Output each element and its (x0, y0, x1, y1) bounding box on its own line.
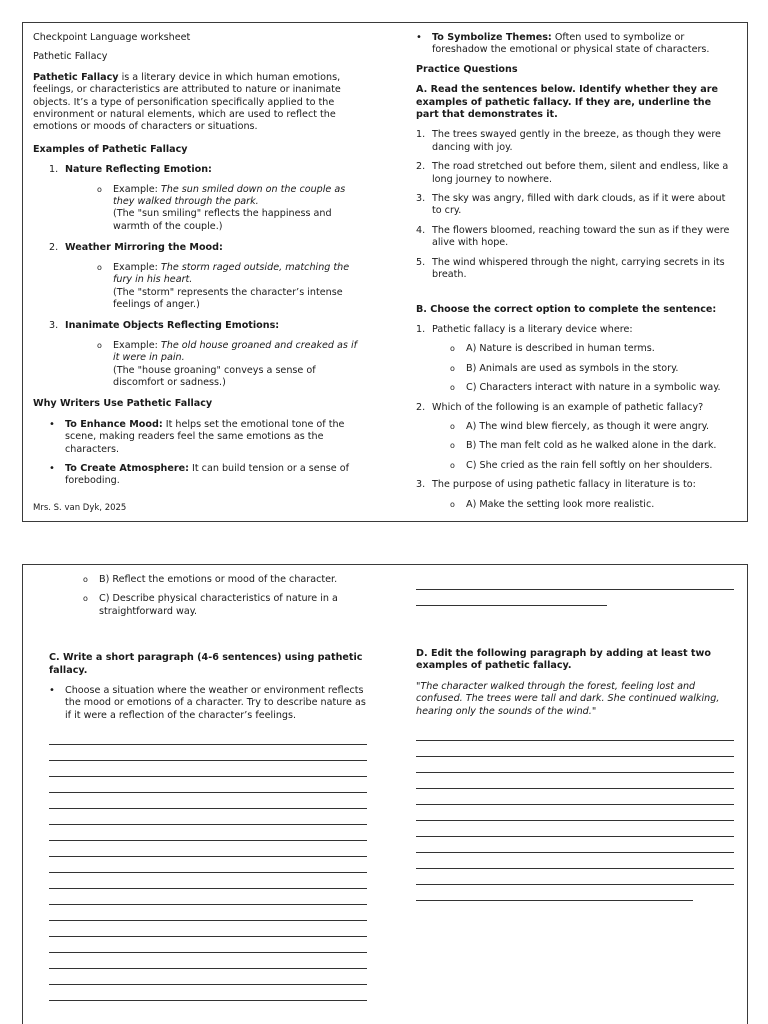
answer-lines-d[interactable] (416, 725, 734, 901)
answer-option[interactable] (83, 593, 367, 618)
section-d-heading: D. Edit the following paragraph by adding at least two examples of pathetic fallacy. (416, 648, 711, 672)
section-a-item (416, 225, 734, 250)
why-item-label: To Enhance Mood: (65, 418, 163, 430)
answer-line[interactable] (49, 857, 367, 873)
section-a-item (416, 129, 734, 154)
why-item-label: To Create Atmosphere: (65, 462, 189, 474)
answer-line[interactable] (416, 885, 693, 901)
answer-option[interactable] (450, 343, 734, 355)
answer-option[interactable] (450, 382, 734, 394)
item-number: 4. (416, 224, 426, 236)
answer-line[interactable] (416, 773, 734, 789)
option-text: C) She cried as the rain fell softly on her shoulders. (466, 459, 713, 471)
example-explanation: (The "storm" represents the character’s intense feelings of anger.) (113, 286, 343, 310)
examples-heading: Examples of Pathetic Fallacy (33, 143, 188, 155)
example-explanation: (The "sun smiling" reflects the happiness and warmth of the couple.) (113, 208, 332, 232)
answer-option[interactable] (450, 499, 734, 511)
answer-line[interactable] (49, 825, 367, 841)
page2-left-column (49, 574, 367, 1001)
answer-option[interactable] (450, 363, 734, 375)
example-item (49, 320, 365, 332)
section-b-question (416, 324, 734, 336)
example-title: Weather Mirroring the Mood: (65, 242, 223, 254)
circle-bullet-icon: o (97, 262, 102, 272)
intro-text: is a literary device in which human emotions, feelings, or characteristics are attributed to nature or inanimate objects. It’s a type of personification specifically applied to the environment or natural elements, which are used to reflect the emotions or moods of characters or situations. (33, 71, 341, 133)
answer-line[interactable] (49, 777, 367, 793)
item-number: 1. (416, 323, 426, 335)
item-text: The wind whispered through the night, carrying secrets in its breath. (432, 256, 725, 281)
section-a-item (416, 193, 734, 218)
worksheet-topic: Pathetic Fallacy (33, 51, 108, 63)
circle-bullet-icon: o (450, 383, 455, 393)
answer-line[interactable] (49, 729, 367, 745)
circle-bullet-icon: o (83, 594, 88, 604)
answer-lines-c[interactable] (49, 729, 367, 1001)
answer-line[interactable] (49, 873, 367, 889)
item-number: 3. (416, 479, 426, 491)
example-prefix: Example: (113, 261, 161, 273)
circle-bullet-icon: o (450, 460, 455, 470)
answer-line[interactable] (416, 805, 734, 821)
item-text: The flowers bloomed, reaching toward the sun as if they were alive with hope. (432, 224, 730, 249)
examples-list (33, 164, 365, 389)
answer-line[interactable] (416, 725, 734, 741)
answer-line[interactable] (49, 745, 367, 761)
practice-heading: Practice Questions (416, 63, 518, 75)
intro-paragraph (33, 72, 365, 134)
circle-bullet-icon: o (97, 184, 102, 194)
option-text: A) Make the setting look more realistic. (466, 498, 655, 510)
section-b-question (416, 402, 734, 414)
item-text: The sky was angry, filled with dark clouds, as if it were about to cry. (432, 193, 726, 217)
answer-line[interactable] (49, 889, 367, 905)
circle-bullet-icon: o (97, 340, 102, 350)
why-item-text: It can build tension or a sense of foreboding. (65, 462, 349, 487)
question-text: The purpose of using pathetic fallacy in literature is to: (432, 479, 696, 491)
answer-line[interactable] (416, 821, 734, 837)
section-b-heading: B. Choose the correct option to complete the sentence: (416, 303, 717, 315)
example-number: 3. (49, 320, 59, 332)
option-text: C) Characters interact with nature in a symbolic way. (466, 382, 721, 394)
page1-right-column (416, 32, 734, 518)
why-heading: Why Writers Use Pathetic Fallacy (33, 398, 213, 410)
worksheet-page-2 (22, 564, 748, 1024)
example-item (49, 242, 365, 254)
answer-line[interactable] (49, 921, 367, 937)
example-quote: The sun smiled down on the couple as they walked through the park. (113, 183, 346, 208)
section-a-item (416, 257, 734, 282)
option-text: C) Describe physical characteristics of nature in a straightforward way. (99, 593, 338, 617)
answer-line[interactable] (416, 837, 734, 853)
option-text: A) Nature is described in human terms. (466, 343, 655, 355)
answer-option[interactable] (450, 460, 734, 472)
answer-line[interactable] (49, 953, 367, 969)
page1-left-column (33, 32, 365, 495)
worksheet-page-1 (22, 22, 748, 522)
author-footer: Mrs. S. van Dyk, 2025 (33, 503, 127, 513)
option-text: B) Reflect the emotions or mood of the character. (99, 574, 338, 585)
answer-line[interactable] (416, 741, 734, 757)
section-a-item (416, 161, 734, 186)
answer-line[interactable] (49, 809, 367, 825)
example-number: 1. (49, 164, 59, 176)
option-text: B) The man felt cold as he walked alone in the dark. (466, 440, 717, 452)
answer-line[interactable] (49, 985, 367, 1001)
example-quote: The old house groaned and creaked as if it were in pain. (113, 339, 358, 364)
section-d-paragraph (416, 681, 734, 718)
example-prefix: Example: (113, 183, 161, 195)
why-item-label: To Symbolize Themes: (432, 32, 552, 43)
example-prefix: Example: (113, 339, 161, 351)
answer-line[interactable] (416, 757, 734, 773)
section-b-question (416, 479, 734, 491)
bullet-icon: • (49, 685, 55, 697)
example-title: Inanimate Objects Reflecting Emotions: (65, 320, 280, 332)
answer-option[interactable] (450, 421, 734, 433)
answer-option[interactable] (450, 440, 734, 452)
answer-line[interactable] (49, 937, 367, 953)
bullet-icon: • (49, 462, 55, 474)
example-detail (97, 184, 365, 234)
section-c-heading: C. Write a short paragraph (4-6 sentences) using pathetic fallacy. (49, 652, 363, 676)
quoted-paragraph: "The character walked through the forest, feeling lost and confused. The trees were tall and dark. She continued walking, hearing only the sounds of the wind." (416, 680, 720, 717)
why-item-text: It helps set the emotional tone of the scene, making readers feel the same emotions as the characters. (65, 418, 345, 455)
item-text: The road stretched out before them, silent and endless, like a long journey to nowhere. (432, 161, 729, 185)
circle-bullet-icon: o (450, 441, 455, 451)
answer-line[interactable] (49, 793, 367, 809)
circle-bullet-icon: o (450, 363, 455, 373)
item-text: The trees swayed gently in the breeze, as though they were dancing with joy. (432, 129, 721, 153)
example-item (49, 164, 365, 176)
answer-line[interactable] (416, 574, 734, 590)
option-text: A) The wind blew fiercely, as though it were angry. (466, 420, 710, 432)
answer-line[interactable] (49, 905, 367, 921)
worksheet-title: Checkpoint Language worksheet (33, 32, 191, 43)
why-item-text: Often used to symbolize or foreshadow the emotional or physical state of characters. (432, 32, 710, 56)
circle-bullet-icon: o (450, 344, 455, 354)
why-item (33, 463, 365, 488)
question-text: Pathetic fallacy is a literary device where: (432, 323, 633, 335)
section-a-heading: A. Read the sentences below. Identify whether they are examples of pathetic fallacy. If they are, underline the part that demonstrates it. (416, 84, 718, 121)
answer-line[interactable] (416, 869, 734, 885)
example-detail (97, 340, 365, 390)
item-number: 1. (416, 129, 426, 141)
item-number: 2. (416, 161, 426, 173)
circle-bullet-icon: o (450, 499, 455, 509)
answer-line[interactable] (49, 761, 367, 777)
answer-option[interactable] (83, 574, 367, 586)
option-text: B) Animals are used as symbols in the story. (466, 362, 679, 374)
page2-right-column (416, 574, 734, 901)
example-number: 2. (49, 242, 59, 254)
example-quote: The storm raged outside, matching the fury in his heart. (113, 261, 350, 286)
answer-line[interactable] (416, 853, 734, 869)
intro-term: Pathetic Fallacy (33, 71, 119, 83)
example-detail (97, 262, 365, 312)
example-title: Nature Reflecting Emotion: (65, 164, 212, 176)
item-number: 3. (416, 193, 426, 205)
question-text: Which of the following is an example of pathetic fallacy? (432, 401, 704, 413)
bullet-icon: • (49, 418, 55, 430)
why-item (33, 419, 365, 456)
answer-line[interactable] (416, 789, 734, 805)
item-number: 5. (416, 256, 426, 268)
answer-line[interactable] (49, 969, 367, 985)
instruction-text: Choose a situation where the weather or environment reflects the mood or emotions of a character. Try to describe nature as if it were a reflection of the character’s feelings. (65, 685, 366, 721)
answer-line[interactable] (416, 590, 607, 606)
circle-bullet-icon: o (83, 575, 88, 584)
section-c-instruction (49, 685, 367, 722)
why-item (416, 32, 734, 57)
circle-bullet-icon: o (450, 421, 455, 431)
example-explanation: (The "house groaning" conveys a sense of discomfort or sadness.) (113, 364, 316, 388)
bullet-icon: • (416, 32, 422, 43)
answer-line[interactable] (49, 841, 367, 857)
item-number: 2. (416, 401, 426, 413)
